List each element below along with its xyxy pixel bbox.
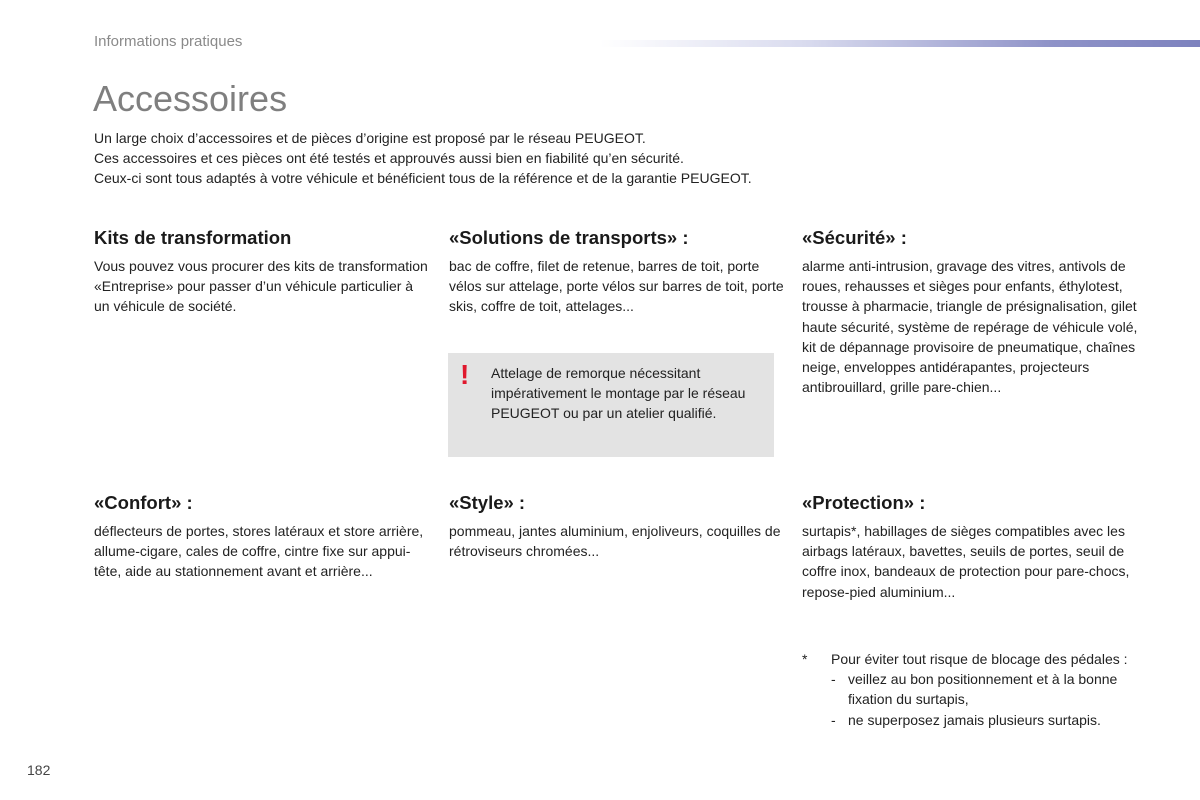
page-number: 182 [27, 762, 51, 778]
header-gradient-bar [600, 40, 1200, 47]
section-kits [94, 226, 429, 317]
intro-line: Ces accessoires et ces pièces ont été testés et approuvés aussi bien en fiabilité qu’en sécurité. [94, 150, 684, 167]
section-style-title: «Style» : [449, 492, 526, 513]
section-transport [449, 226, 784, 317]
exclamation-icon: ! [460, 359, 470, 390]
section-kits-text: Vous pouvez vous procurer des kits de transformation «Entreprise» pour passer d’un véhicule particulier à un véhicule de société. [94, 258, 428, 315]
warning-box [448, 353, 774, 457]
section-transport-text: bac de coffre, filet de retenue, barres de toit, porte vélos sur attelage, porte vélos sur barres de toit, porte skis, coffre de toit, attelages... [449, 258, 784, 315]
footnote-item-text: ne superposez jamais plusieurs surtapis. [848, 711, 1101, 728]
section-protection-title: «Protection» : [802, 492, 926, 513]
footnote-marker: * [802, 651, 808, 667]
section-securite [802, 226, 1142, 397]
intro-line: Ceux-ci sont tous adaptés à votre véhicule et bénéficient tous de la référence et de la garantie PEUGEOT. [94, 170, 752, 187]
section-confort-text: déflecteurs de portes, stores latéraux et store arrière, allume-cigare, cales de coffre, cintre fixe sur appui-tête, aide au stationnement avant et arrière... [94, 523, 424, 580]
footnote-dash: - [831, 671, 836, 688]
intro-line: Un large choix d’accessoires et de pièces d’origine est proposé par le réseau PEUGEOT. [94, 130, 646, 146]
footnote-item-text: veillez au bon positionnement et à la bonne fixation du surtapis, [848, 671, 1118, 708]
section-protection-text: surtapis*, habillages de sièges compatibles avec les airbags latéraux, bavettes, seuils de portes, seuil de coffre inox, bandeaux de protection pour pare-chocs, repose-pied aluminium... [802, 523, 1130, 600]
section-securite-title: «Sécurité» : [802, 227, 907, 248]
footnote [802, 649, 1162, 730]
section-style-text: pommeau, jantes aluminium, enjoliveurs, coquilles de rétroviseurs chromées... [449, 523, 781, 560]
section-confort-title: «Confort» : [94, 492, 193, 513]
header-section-label: Informations pratiques [94, 33, 243, 50]
section-confort [94, 491, 429, 582]
section-transport-title: «Solutions de transports» : [449, 227, 689, 248]
footnote-item [831, 710, 1162, 730]
intro-paragraph [94, 128, 794, 189]
footnote-item [831, 669, 1162, 709]
section-securite-text: alarme anti-intrusion, gravage des vitres, antivols de roues, rehausses et sièges pour enfants, éthylotest, trousse à pharmacie, triangle de présignalisation, gilet haute sécurité, système de repérage de véhicule volé, kit de dépannage provisoire de pneumatique, chaînes neige, enveloppes antidérapantes, projecteurs antibrouillard, grille pare-chien... [802, 258, 1138, 396]
footnote-intro: Pour éviter tout risque de blocage des pédales : [831, 651, 1128, 667]
section-style [449, 491, 784, 561]
warning-text: Attelage de remorque nécessitant impérativement le montage par le réseau PEUGEOT ou par un atelier qualifié. [491, 365, 746, 422]
section-protection [802, 491, 1142, 602]
section-kits-title: Kits de transformation [94, 227, 292, 248]
footnote-dash: - [831, 711, 836, 728]
footnote-body [831, 649, 1162, 730]
page-title: Accessoires [93, 78, 288, 119]
